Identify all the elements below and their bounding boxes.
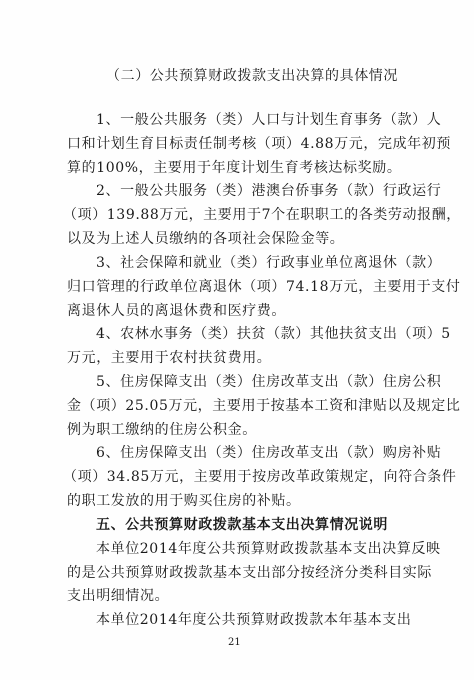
paragraph-line: 万元，主要用于农村扶贫费用。: [67, 350, 272, 366]
paragraph-line: （项）139.88万元，主要用于7个在职职工的各类劳动报酬，: [63, 207, 461, 223]
paragraph-line: 2、一般公共服务（类）港澳台侨事务（款）行政运行: [96, 183, 442, 199]
paragraph-line: 4、农林水事务（类）扶贫（款）其他扶贫支出（项）5: [96, 326, 451, 342]
paragraph-line: 1、一般公共服务（类）人口与计划生育事务（款）人: [96, 112, 442, 128]
paragraph-line: 6、住房保障支出（类）住房改革支出（款）购房补贴: [96, 445, 442, 461]
page-number: 21: [228, 637, 241, 648]
paragraph-line: 的是公共预算财政拨款基本支出部分按经济分类科目实际: [67, 565, 432, 581]
paragraph-line: 算的100%，主要用于年度计划生育考核达标奖励。: [67, 160, 402, 176]
subsection-heading: （二）公共预算财政拨款支出决算的具体情况: [106, 68, 398, 84]
paragraph-line: 3、社会保障和就业（类）行政事业单位离退休（款）: [96, 255, 442, 271]
paragraph-line: 以及为上述人员缴纳的各项社会保险金等。: [67, 231, 345, 247]
paragraph-line: （项）34.85万元，主要用于按房改革政策规定，向符合条件: [63, 469, 457, 485]
paragraph-line: 本单位2014年度公共预算财政拨款本年基本支出: [96, 612, 412, 628]
paragraph-line: 例为职工缴纳的住房公积金。: [67, 422, 257, 438]
paragraph-line: 5、住房保障支出（类）住房改革支出（款）住房公积: [96, 374, 442, 390]
paragraph-line: 金（项）25.05万元，主要用于按基本工资和津贴以及规定比: [67, 398, 461, 414]
paragraph-line: 的职工发放的用于购买住房的补贴。: [67, 493, 301, 509]
paragraph-line: 本单位2014年度公共预算财政拨款基本支出决算反映: [96, 541, 441, 557]
paragraph-line: 口和计划生育目标责任制考核（项）4.88万元，完成年初预: [67, 136, 451, 152]
section-heading: 五、公共预算财政拨款基本支出决算情况说明: [96, 517, 388, 533]
paragraph-line: 离退休人员的离退休费和医疗费。: [67, 303, 286, 319]
paragraph-line: 支出明细情况。: [67, 588, 170, 604]
paragraph-line: 归口管理的行政单位离退休（项）74.18万元，主要用于支付: [67, 279, 461, 295]
